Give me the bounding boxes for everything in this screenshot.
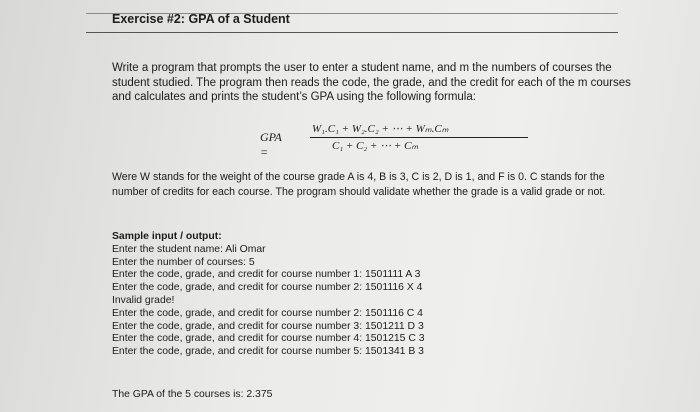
sample-line: Enter the code, grade, and credit for course number 5: 1501341 B 3 — [112, 346, 424, 358]
header-divider — [86, 32, 618, 33]
exercise-title: Exercise #2: GPA of a Student — [112, 12, 290, 26]
explanation-paragraph: Were W stands for the weight of the course grade A is 4, B is 3, C is 2, D is 1, and F is 0. C stands for the number of credits for each course. The program should validate whether the grade is a valid grade or not. — [112, 171, 606, 198]
fraction-bar — [310, 137, 528, 138]
sample-line: Enter the code, grade, and credit for course number 4: 1501215 C 3 — [112, 333, 425, 345]
sample-line: Enter the student name: Ali Omar — [112, 243, 266, 255]
formula-numerator: W₁.C₁ + W₂.C₂ + ⋯ + Wₘ.Cₘ — [312, 123, 449, 135]
intro-paragraph: Write a program that prompts the user to enter a student name, and m the numbers of courses the student studied. The program then reads the code, the grade, and the credit for each of the m courses and calculates and prints the student’s GPA using the following formula: — [112, 62, 631, 103]
gpa-result: The GPA of the 5 courses is: 2.375 — [112, 389, 273, 400]
sample-line: Enter the number of courses: 5 — [112, 256, 255, 268]
sample-line: Enter the code, grade, and credit for course number 1: 1501111 A 3 — [112, 269, 421, 281]
sample-line: Enter the code, grade, and credit for course number 3: 1501211 D 3 — [112, 320, 424, 332]
sample-line: Enter the code, grade, and credit for course number 2: 1501116 X 4 — [112, 282, 423, 294]
sample-heading: Sample input / output: — [112, 231, 222, 242]
sample-io-block — [112, 231, 425, 359]
formula-denominator: C₁ + C₂ + ⋯ + Cₘ — [332, 140, 419, 152]
formula-fraction — [310, 122, 530, 152]
sample-line: Enter the code, grade, and credit for course number 2: 1501116 C 4 — [112, 307, 423, 319]
formula-label: GPA = — [260, 130, 282, 159]
sample-line: Invalid grade! — [112, 294, 175, 306]
